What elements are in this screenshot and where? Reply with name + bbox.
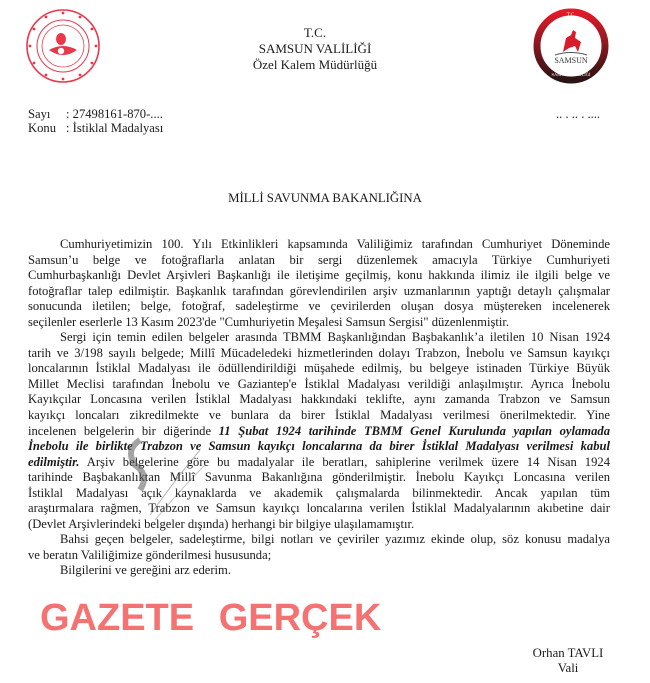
signature-block xyxy=(520,646,616,675)
body-line xyxy=(28,299,610,315)
body-line xyxy=(28,424,610,440)
body-text: ve beratın Valiliğimize gönderilmesi hususunda; xyxy=(28,547,272,562)
body-text: tarih ve 3/198 sayılı belgede; Millî Mücadeledeki hizmetlerinden dolayı Trabzon, İnebolu ve Samsun kayıkçı xyxy=(28,345,610,360)
samsun-governorship-logo xyxy=(533,8,609,84)
header-governorship: SAMSUN VALİLİĞİ xyxy=(258,41,372,56)
body-line xyxy=(28,486,610,502)
header-tc: T.C. xyxy=(303,25,327,40)
body-line xyxy=(28,284,610,300)
header-block xyxy=(215,25,415,73)
body-text: Cumhuriyetimizin 100. Yılı Etkinlikleri kapsamında Valiliğimiz tarafından Cumhuriyet Döneminde xyxy=(60,237,610,251)
body-line xyxy=(28,439,610,455)
emblem-icon xyxy=(25,8,101,84)
signatory-title: Vali xyxy=(557,660,579,675)
body-text: Kayıkçılar Loncasına verilen İstiklal Madalyası hakkındaki teklifte, aynı zamanda Trabzon ve Samsun xyxy=(28,392,610,407)
body-text: Bilgilerini ve gereğini arz ederim. xyxy=(60,563,231,578)
body-text: incelenen belgelerin bir diğerinde xyxy=(28,423,219,438)
body-line xyxy=(28,268,610,284)
sayi-label: Sayı xyxy=(28,107,51,121)
body-text: kayıkçı loncaları zikredilmekte ve bunlara da birer İstiklal Madalyası verilmesi önerilmektedir. Yine xyxy=(28,408,610,423)
body-line xyxy=(28,392,610,408)
reference-number xyxy=(28,107,163,121)
emphasized-text: edilmiştir. xyxy=(28,454,80,469)
body-text: tarihinde Başbakanlıktan Millî Savunma Bakanlığına gönderilmiştir. İnebolu Kayıkçı Loncasına verilen xyxy=(28,470,610,485)
body-line xyxy=(28,548,610,564)
sayi-value: : 27498161-870-.... xyxy=(66,107,163,121)
body-text: loncalarının İstiklal Madalyası ile ödüllendirildiği müşahede edilmiş, bu belgeye istinaden Türkiye Büyük xyxy=(28,361,610,376)
body-line xyxy=(28,455,610,471)
body-line xyxy=(28,470,610,486)
body-text: İstiklal Madalyası açık kaynaklarda ve akademik çalışmalarda bilinmektedir. Ancak yapılan tüm xyxy=(28,485,610,500)
emphasized-text: İnebolu ile birlikte Trabzon ve Samsun kayıkçı loncalarına da birer İstiklal Madalyası verilmesi kabul xyxy=(28,439,610,454)
recipient-title: MİLLİ SAVUNMA BAKANLIĞINA xyxy=(228,191,422,205)
date-placeholder: .. . .. . .... xyxy=(556,107,601,121)
watermark xyxy=(40,596,500,640)
body-text: Sergi için temin edilen belgeler arasında TBMM Başkanlığından Başbakanlık’a iletilen 10 Nisan 1924 xyxy=(60,330,610,345)
emphasized-text: 11 Şubat 1924 tarihinde TBMM Genel Kurulunda yapılan oylamada xyxy=(218,423,610,438)
body-line xyxy=(28,253,610,269)
body-line xyxy=(28,377,610,393)
watermark-line2: GERÇEK xyxy=(218,597,382,639)
body-line xyxy=(28,237,610,253)
body-line xyxy=(28,563,610,579)
state-emblem-logo xyxy=(25,8,101,84)
body-line xyxy=(28,330,610,346)
watermark-line1: GAZETE xyxy=(40,597,195,639)
body-text: Cumhurbaşkanlığı Devlet Arşivleri Başkanlığı ile iletişime geçilmiş, konu hakkında ilimiz ile ilgili belge ve xyxy=(28,268,610,283)
header-department: Özel Kalem Müdürlüğü xyxy=(252,57,378,72)
body-text: Millet Meclisi tarafından İnebolu ve Gaziantep'e İstiklal Madalyası verildiği anlaşılmıştır. Ayrıca İnebolu xyxy=(28,376,610,391)
body-line xyxy=(28,315,610,331)
konu-label: Konu xyxy=(28,121,56,135)
subject xyxy=(28,121,163,135)
logo-bottom-text: SAMSUN VALİLİĞİ xyxy=(551,72,591,77)
body-text: araştırmalara rağmen, Trabzon ve Samsun kayıkçı loncalarına verilen İstiklal Madalyalarının akıbetine dair xyxy=(28,501,610,516)
body-text: seçilenler eserlerle 13 Kasım 2023'de "Cumhuriyetin Meşalesi Samsun Sergisi" düzenlenmiştir. xyxy=(28,314,509,329)
logo-tc-text: T.C. xyxy=(566,13,576,18)
body-line xyxy=(28,346,610,362)
body-line xyxy=(28,501,610,517)
body-line xyxy=(28,517,610,533)
signatory-name: Orhan TAVLI xyxy=(532,646,604,660)
body-text: Samsun’u belge ve fotoğraflarla anlatan bir sergi düzenlemek amacıyla Türkiye Cumhuriyeti xyxy=(28,252,610,267)
body-text: Bahsi geçen belgeler, sadeleştirme, bilgi notları ve çeviriler yazımız ekinde olup, söz konusu madalya xyxy=(60,532,610,547)
letter-body xyxy=(28,237,610,579)
samsun-logo-icon xyxy=(533,8,609,84)
body-line xyxy=(28,361,610,377)
konu-value: : İstiklal Madalyası xyxy=(66,121,164,135)
body-text: sonucunda iletilen; belge, fotoğraf, sadeleştirme ve çevirilerden oluşan dosya müştereken incelenerek xyxy=(28,299,610,314)
logo-city-text: SAMSUN xyxy=(554,56,588,65)
body-text: fotoğraflar talep edilmiştir. Başkanlık tarafından görevlendirilen arşiv uzmanlarının yaptığı detaylı çalışmalar xyxy=(28,283,610,298)
body-text: Arşiv belgelerine göre bu madalyalar ile beratları, sahiplerine verilmek üzere 14 Nisan 1924 xyxy=(79,454,610,469)
body-text: (Devlet Arşivlerindeki belgeler dışında) herhangi bir bilgiye ulaşılamamıştır. xyxy=(28,516,415,531)
body-line xyxy=(28,532,610,548)
body-line xyxy=(28,408,610,424)
